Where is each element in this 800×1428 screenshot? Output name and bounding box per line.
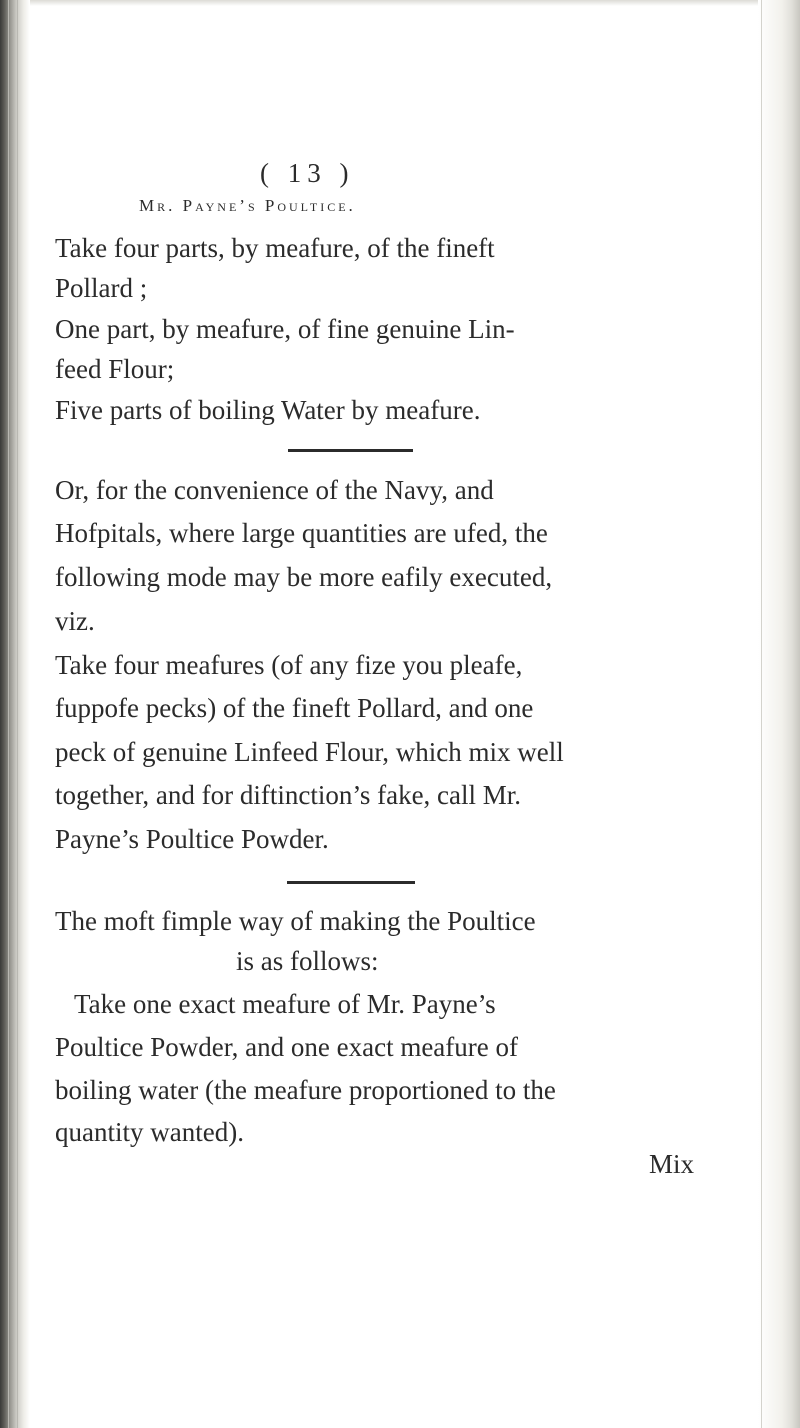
section-divider (287, 881, 415, 884)
text-line: quantity wanted). (55, 1117, 244, 1147)
text-line: Hofpitals, where large quantities are ufed, the (55, 518, 548, 548)
text-line: viz. (55, 606, 95, 636)
text-line: fuppofe pecks) of the fineft Pollard, and one (55, 693, 534, 723)
text-line: boiling water (the meafure proportioned to the (55, 1075, 556, 1105)
text-line: Pollard ; (55, 273, 148, 303)
text-line: Payne’s Poultice Powder. (55, 824, 329, 854)
top-page-edge (30, 0, 800, 6)
text-line: Five parts of boiling Water by meafure. (55, 395, 481, 425)
text-line: Or, for the convenience of the Navy, and (55, 475, 494, 505)
text-line: One part, by meafure, of fine genuine Lin- (55, 314, 515, 344)
text-line: is as follows: (236, 946, 379, 976)
right-page-edge-line (761, 0, 762, 1428)
spine-edge-line (17, 0, 18, 1428)
section-divider (288, 449, 413, 452)
page-number: ( 13 ) (260, 158, 355, 188)
catchword: Mix (649, 1149, 695, 1179)
text-line: Poultice Powder, and one exact meafure of (55, 1032, 518, 1062)
right-page-edge (758, 0, 800, 1428)
text-line: Take four parts, by meafure, of the fineft (55, 233, 495, 263)
text-line: Take four meafures (of any fize you pleafe, (55, 650, 523, 680)
page-heading: Mr. Payne’s Poultice. (139, 196, 356, 215)
book-spine-shadow (0, 0, 30, 1428)
text-line: following mode may be more eafily executed, (55, 562, 553, 592)
spine-edge-line (8, 0, 9, 1428)
text-line: The moft fimple way of making the Poultice (55, 906, 536, 936)
text-line: feed Flour; (55, 354, 175, 384)
text-line: Take one exact meafure of Mr. Payne’s (74, 989, 496, 1019)
text-line: together, and for diftinction’s fake, call Mr. (55, 780, 522, 810)
text-line: peck of genuine Linfeed Flour, which mix well (55, 737, 564, 767)
